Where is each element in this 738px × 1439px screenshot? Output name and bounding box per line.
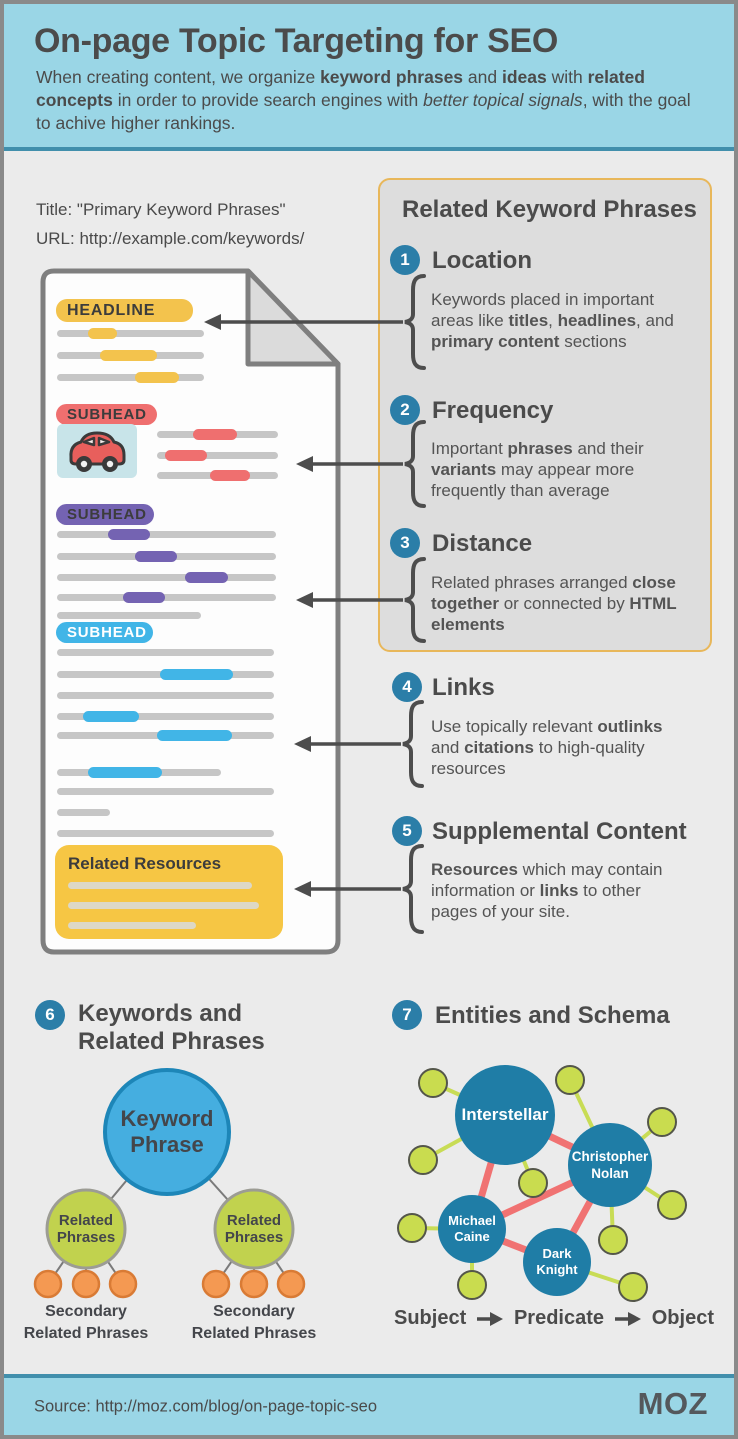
text-line	[57, 809, 110, 816]
item-title-links: Links	[432, 674, 495, 701]
footer-banner	[4, 1374, 734, 1435]
attribute-node	[458, 1271, 486, 1299]
text-line	[57, 553, 276, 560]
item-title-frequency: Frequency	[432, 397, 554, 424]
text-line	[57, 788, 274, 795]
text-line	[57, 574, 276, 581]
text-line	[57, 769, 221, 776]
resource-line	[68, 882, 252, 889]
secondary-phrase-dot	[278, 1271, 304, 1297]
attribute-node	[519, 1169, 547, 1197]
badge-3: 3	[390, 528, 420, 558]
text-line	[57, 374, 204, 381]
text-line	[157, 431, 278, 438]
intro-text: When creating content, we organize keyword phrases and ideas with related concepts in order to provide search engines with better topical signals, with the goal to achive higher rankings.	[36, 67, 691, 134]
text-line	[57, 594, 276, 601]
doc-title-line: Title: "Primary Keyword Phrases"	[36, 200, 286, 219]
keyword-highlight	[135, 551, 177, 562]
item-title-distance: Distance	[432, 530, 533, 557]
attribute-node	[398, 1214, 426, 1242]
related-resources-box	[55, 845, 283, 939]
source-text: Source: http://moz.com/blog/on-page-topic-seo	[34, 1397, 378, 1415]
right-arrow-icon	[615, 1312, 641, 1326]
keyword-highlight	[210, 470, 250, 481]
keyword-highlight	[185, 572, 228, 583]
text-line	[57, 713, 274, 720]
subhead-pill-purple: SUBHEAD	[56, 504, 154, 525]
badge-5: 5	[392, 816, 422, 846]
keyword-highlight	[108, 529, 150, 540]
section-title-entities: Entities and Schema	[435, 1002, 670, 1029]
car-icon	[57, 424, 137, 478]
item-desc-supplemental: Resources which may contain information or links to other pages of your site.	[431, 860, 663, 921]
text-line	[57, 330, 204, 337]
text-line	[157, 472, 278, 479]
badge-2: 2	[390, 395, 420, 425]
related-resources-title: Related Resources	[68, 854, 222, 873]
attribute-node	[599, 1226, 627, 1254]
keyword-highlight	[88, 767, 162, 778]
attribute-node	[556, 1066, 584, 1094]
item-desc-frequency: Important phrases and their variants may appear more frequently than average	[431, 439, 644, 500]
attribute-node	[648, 1108, 676, 1136]
keyword-highlight	[160, 669, 233, 680]
attribute-node	[419, 1069, 447, 1097]
secondary-phrase-dot	[203, 1271, 229, 1297]
entity-label-caine: Michael Caine	[448, 1213, 496, 1244]
panel-heading: Related Keyword Phrases	[402, 196, 697, 223]
keyword-phrase-label: Keyword Phrase	[120, 1106, 214, 1157]
text-line	[57, 531, 276, 538]
keyword-highlight	[123, 592, 165, 603]
folded-corner	[248, 271, 338, 364]
text-line	[57, 830, 274, 837]
text-line	[57, 649, 274, 656]
attribute-node	[409, 1146, 437, 1174]
text-line	[157, 452, 278, 459]
section-title-keywords: Keywords and Related Phrases	[78, 1000, 265, 1055]
badge-7: 7	[392, 1000, 422, 1030]
text-line	[57, 671, 274, 678]
keyword-highlight	[100, 350, 157, 361]
page-title: On-page Topic Targeting for SEO	[34, 22, 559, 60]
secondary-phrase-dot	[73, 1271, 99, 1297]
badge-1: 1	[390, 245, 420, 275]
badge-4: 4	[392, 672, 422, 702]
secondary-phrase-dot	[241, 1271, 267, 1297]
text-line	[57, 352, 204, 359]
item-desc-distance: Related phrases arranged close together or connected by HTML elements	[431, 573, 677, 634]
related-phrases-label-left: Related Phrases	[56, 1212, 116, 1246]
entity-label-nolan: Christopher Nolan	[571, 1149, 649, 1181]
keyword-highlight	[88, 328, 117, 339]
right-arrow-icon	[477, 1312, 503, 1326]
resource-line	[68, 902, 259, 909]
keyword-highlight	[193, 429, 237, 440]
header-banner	[4, 4, 734, 151]
headline-pill: HEADLINE	[56, 299, 193, 322]
item-desc-location: Keywords placed in important areas like titles, headlines, and primary content sections	[431, 290, 674, 351]
secondary-phrase-dot	[110, 1271, 136, 1297]
resource-line	[68, 922, 196, 929]
keyword-highlight	[157, 730, 232, 741]
keyword-highlight	[135, 372, 179, 383]
attribute-node	[619, 1273, 647, 1301]
doc-url-line: URL: http://example.com/keywords/	[36, 229, 305, 248]
text-line	[57, 612, 201, 619]
subhead-pill-red: SUBHEAD	[56, 404, 157, 425]
keyword-highlight	[83, 711, 139, 722]
subhead-pill-blue: SUBHEAD	[56, 622, 153, 643]
text-line	[57, 732, 274, 739]
legend-object: Object	[651, 1307, 714, 1329]
legend-subject: Subject	[394, 1307, 467, 1329]
keyword-highlight	[165, 450, 207, 461]
text-line	[57, 692, 274, 699]
item-desc-links: Use topically relevant outlinks and citations to high-quality resources	[431, 717, 663, 778]
moz-logo: MOZ	[637, 1386, 708, 1422]
attribute-node	[658, 1191, 686, 1219]
entity-label-darkknight: Dark Knight	[536, 1246, 578, 1277]
item-title-supplemental: Supplemental Content	[432, 818, 687, 845]
entity-label-interstellar: Interstellar	[461, 1105, 549, 1124]
secondary-label-right: Secondary Related Phrases	[191, 1303, 317, 1342]
secondary-label-left: Secondary Related Phrases	[23, 1303, 149, 1342]
related-phrases-label-right: Related Phrases	[224, 1212, 284, 1246]
badge-6: 6	[35, 1000, 65, 1030]
entity-graph	[380, 1050, 720, 1340]
item-title-location: Location	[432, 247, 532, 274]
legend-predicate: Predicate	[513, 1307, 605, 1329]
secondary-phrase-dot	[35, 1271, 61, 1297]
triple-legend	[394, 1307, 714, 1330]
